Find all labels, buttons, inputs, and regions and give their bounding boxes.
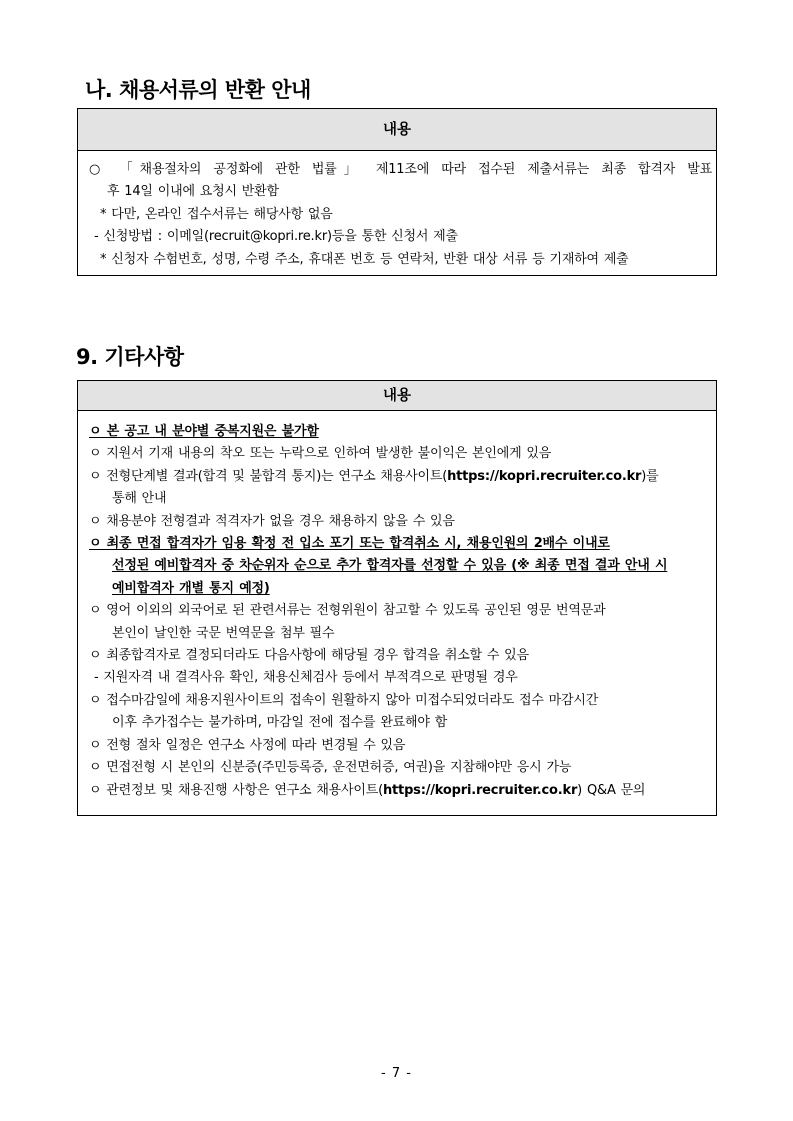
sub-item: - 신청방법 : 이메일(recruit@kopri.re.kr)등을 통한 신청서 제출 — [94, 229, 458, 245]
section-title-document-return: 나. 채용서류의 반환 안내 — [85, 78, 311, 102]
list-item: ㅇ 전형 절차 일정은 연구소 사정에 따라 변경될 수 있음 — [89, 737, 406, 753]
list-item-continuation: 본인이 날인한 국문 번역문을 첨부 필수 — [112, 625, 335, 641]
page-number: - 7 - — [381, 1066, 412, 1081]
underlined-text: 예비합격자 개별 통지 예정) — [112, 580, 270, 596]
table-header: 내용 — [78, 109, 716, 151]
list-item — [78, 780, 712, 802]
list-item-continuation: 이후 추가접수는 불가하며, 마감일 전에 접수를 완료해야 함 — [112, 715, 448, 731]
list-item — [78, 466, 712, 488]
note-item: * 신청자 수험번호, 성명, 수령 주소, 휴대폰 번호 등 연락처, 반환 대상 서류 등 기재하여 제출 — [100, 251, 629, 267]
item-text: ㅇ 접수마감일에 채용지원사이트의 접속이 원활하지 않아 미접수되었더라도 접수 마감시간 — [89, 692, 599, 708]
item-text: ㅇ 전형단계별 결과(합격 및 불합격 통지)는 연구소 채용사이트( — [89, 468, 448, 484]
list-item — [78, 600, 712, 622]
list-item: ○ 「채용절차의 공정화에 관한 법률」 제11조에 따라 접수된 제출서류는 최종 합격자 발표 — [89, 162, 712, 177]
list-item — [78, 421, 712, 443]
list-item: ㅇ 지원서 기재 내용의 착오 또는 누락으로 인하여 발생한 불이익은 본인에게 있음 — [89, 446, 552, 462]
list-item: ㅇ 채용분야 전형결과 적격자가 없을 경우 채용하지 않을 수 있음 — [89, 513, 455, 529]
list-item — [78, 533, 712, 555]
list-item — [78, 690, 712, 712]
list-item: ㅇ 면접전형 시 본인의 신분증(주민등록증, 운전면허증, 여권)을 지참해야만 응시 가능 — [89, 760, 572, 776]
list-item-continuation — [78, 578, 712, 600]
list-item: ㅇ 최종합격자로 결정되더라도 다음사항에 해당될 경우 합격을 취소할 수 있음 — [89, 648, 529, 664]
underlined-text: 선정된 예비합격자 중 차순위자 순으로 추가 합격자를 선정할 수 있음 (※ 최종 면접 결과 안내 시 — [112, 558, 668, 574]
table-body — [78, 411, 716, 802]
note-item: * 다만, 온라인 접수서류는 해당사항 없음 — [100, 206, 333, 222]
section-title-other-matters: 9. 기타사항 — [76, 345, 184, 369]
document-return-table — [77, 108, 717, 276]
list-item-continuation — [78, 555, 712, 577]
recruit-site-url: https://kopri.recruiter.co.kr — [382, 782, 578, 798]
list-item-continuation: 통해 안내 — [112, 491, 167, 507]
table-header: 내용 — [78, 381, 716, 411]
underlined-text: ㅇ 최종 면접 합격자가 임용 확정 전 입소 포기 또는 합격취소 시, 채용인원의 2배수 이내로 — [89, 536, 610, 552]
item-text: ㅇ 관련정보 및 채용진행 사항은 연구소 채용사이트( — [89, 782, 383, 798]
item-text: ㅇ 영어 이외의 외국어로 된 관련서류는 전형위원이 참고할 수 있도록 공인된 영문 번역문과 — [89, 603, 606, 619]
item-text: ) Q&A 문의 — [577, 782, 646, 798]
sub-item: - 지원자격 내 결격사유 확인, 채용신체검사 등에서 부적격으로 판명될 경우 — [94, 670, 518, 686]
list-item-continuation: 후 14일 이내에 요청시 반환함 — [107, 184, 279, 200]
item-text: )를 — [641, 468, 659, 484]
table-body — [78, 151, 716, 271]
underlined-text: ㅇ 본 공고 내 분야별 중복지원은 불가함 — [89, 424, 319, 439]
other-matters-table — [77, 380, 717, 816]
recruit-site-url: https://kopri.recruiter.co.kr — [447, 468, 642, 484]
